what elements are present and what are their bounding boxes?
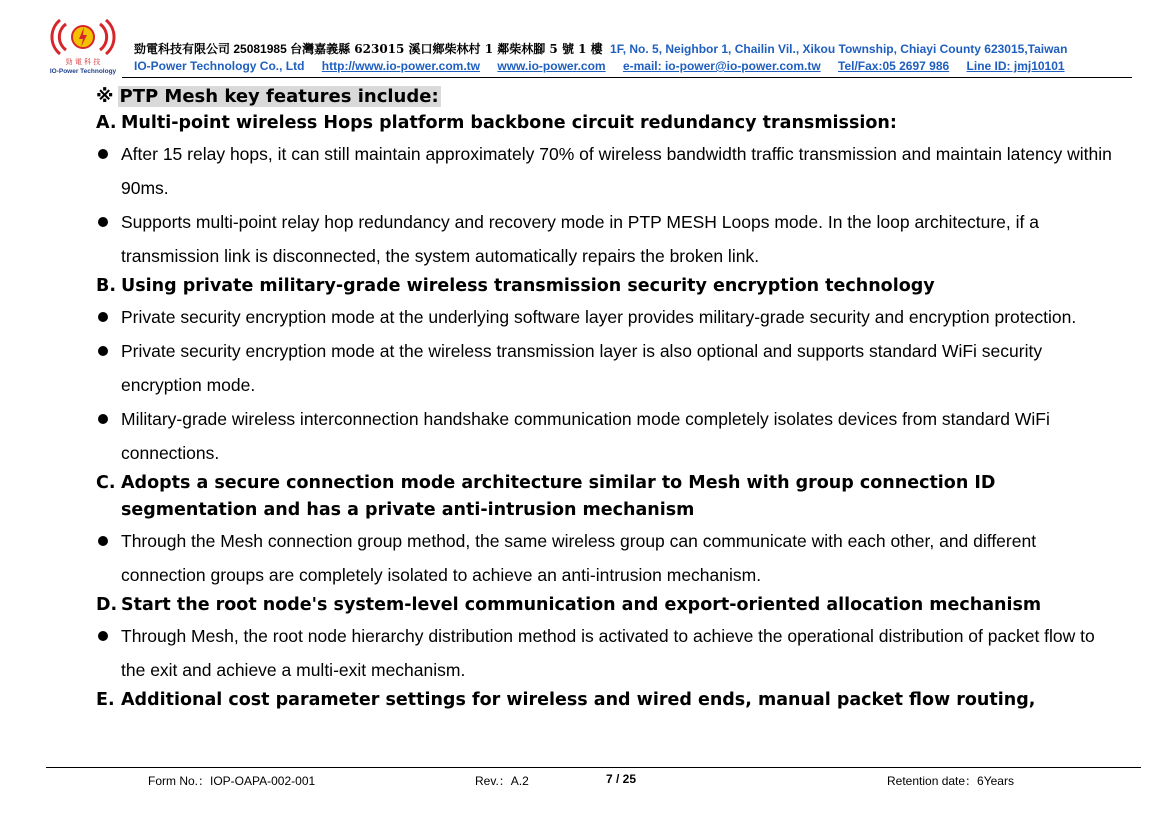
reference-mark: ※: [96, 86, 114, 107]
company-name-cn: 勁電科技有限公司: [134, 42, 231, 56]
bullet-icon: [96, 619, 121, 687]
address-cn: 台灣嘉義縣 623015 溪口鄉柴林村 1 鄰柴林腳 5 號 1 樓: [290, 42, 603, 56]
header-divider: [122, 77, 1132, 78]
section-heading-a: A. Multi-point wireless Hops platform backbone circuit redundancy transmission:: [96, 113, 897, 133]
bullet-icon: [96, 334, 121, 402]
page-header: [0, 0, 1170, 80]
section-heading-d: D. Start the root node's system-level communication and export-oriented allocation mechanism: [96, 595, 1042, 615]
document-body: [96, 84, 1116, 714]
header-address-line: [134, 40, 1067, 57]
bullet-item: Military-grade wireless interconnection handshake communication mode completely isolates devices from standard WiFi connections.: [96, 402, 1116, 470]
email-link[interactable]: e-mail: io-power@io-power.com.tw: [622, 59, 821, 73]
footer-divider: [46, 767, 1141, 768]
bullet-icon: [96, 205, 121, 273]
section-heading-e: E. Additional cost parameter settings for wireless and wired ends, manual packet flow routing,: [96, 690, 1036, 710]
footer-page-number: 7 / 25: [606, 772, 637, 786]
company-name-en: IO-Power Technology Co., Ltd: [134, 59, 305, 73]
footer-retention: Retention date：6Years: [887, 774, 1014, 788]
footer-form-no: Form No.：IOP-OAPA-002-001: [148, 774, 316, 788]
bullet-item: Private security encryption mode at the wireless transmission layer is also optional and supports standard WiFi security encryption mode.: [96, 334, 1116, 402]
bullet-item: Through Mesh, the root node hierarchy distribution method is activated to achieve the operational distribution of packet flow to the exit and achieve a multi-exit mechanism.: [96, 619, 1116, 687]
website-link-2[interactable]: www.io-power.com: [497, 59, 606, 73]
section-heading-b: B. Using private military-grade wireless transmission security encryption technology: [96, 276, 935, 296]
bullet-icon: [96, 524, 121, 592]
bullet-icon: [96, 402, 121, 470]
bullet-item: After 15 relay hops, it can still maintain approximately 70% of wireless bandwidth traffic transmission and maintain latency within 90ms.: [96, 137, 1116, 205]
bullet-icon: [96, 300, 121, 334]
footer-revision: Rev.：A.2: [475, 774, 529, 788]
page-title: [96, 84, 1116, 110]
tax-id: 25081985: [233, 42, 287, 56]
bullet-item: Supports multi-point relay hop redundancy and recovery mode in PTP MESH Loops mode. In the loop architecture, if a transmission link is disconnected, the system automatically repairs the broken link.: [96, 205, 1116, 273]
bullet-icon: [96, 137, 121, 205]
section-heading-c: C. Adopts a secure connection mode architecture similar to Mesh with group connection ID segmentation and has a private anti-intrusion mechanism: [96, 473, 996, 520]
bullet-item: Private security encryption mode at the underlying software layer provides military-grade security and encryption protection.: [96, 300, 1116, 334]
company-logo: [46, 12, 120, 76]
line-id: Line ID: jmj10101: [966, 59, 1065, 73]
bullet-item: Through the Mesh connection group method, the same wireless group can communicate with each other, and different connection groups are completely isolated to achieve an anti-intrusion mechanism.: [96, 524, 1116, 592]
title-text: PTP Mesh key features include:: [119, 86, 439, 107]
tel-fax: Tel/Fax:05 2697 986: [838, 59, 950, 73]
logo-caption-cn: 勁 電 科 技: [65, 58, 101, 66]
website-link-1[interactable]: http://www.io-power.com.tw: [321, 59, 481, 73]
logo-caption-en: IO-Power Technology: [49, 68, 117, 75]
address-en: 1F, No. 5, Neighbor 1, Chailin Vil., Xikou Township, Chiayi County 623015,Taiwan: [610, 42, 1068, 56]
header-contact-line: [134, 59, 1079, 73]
